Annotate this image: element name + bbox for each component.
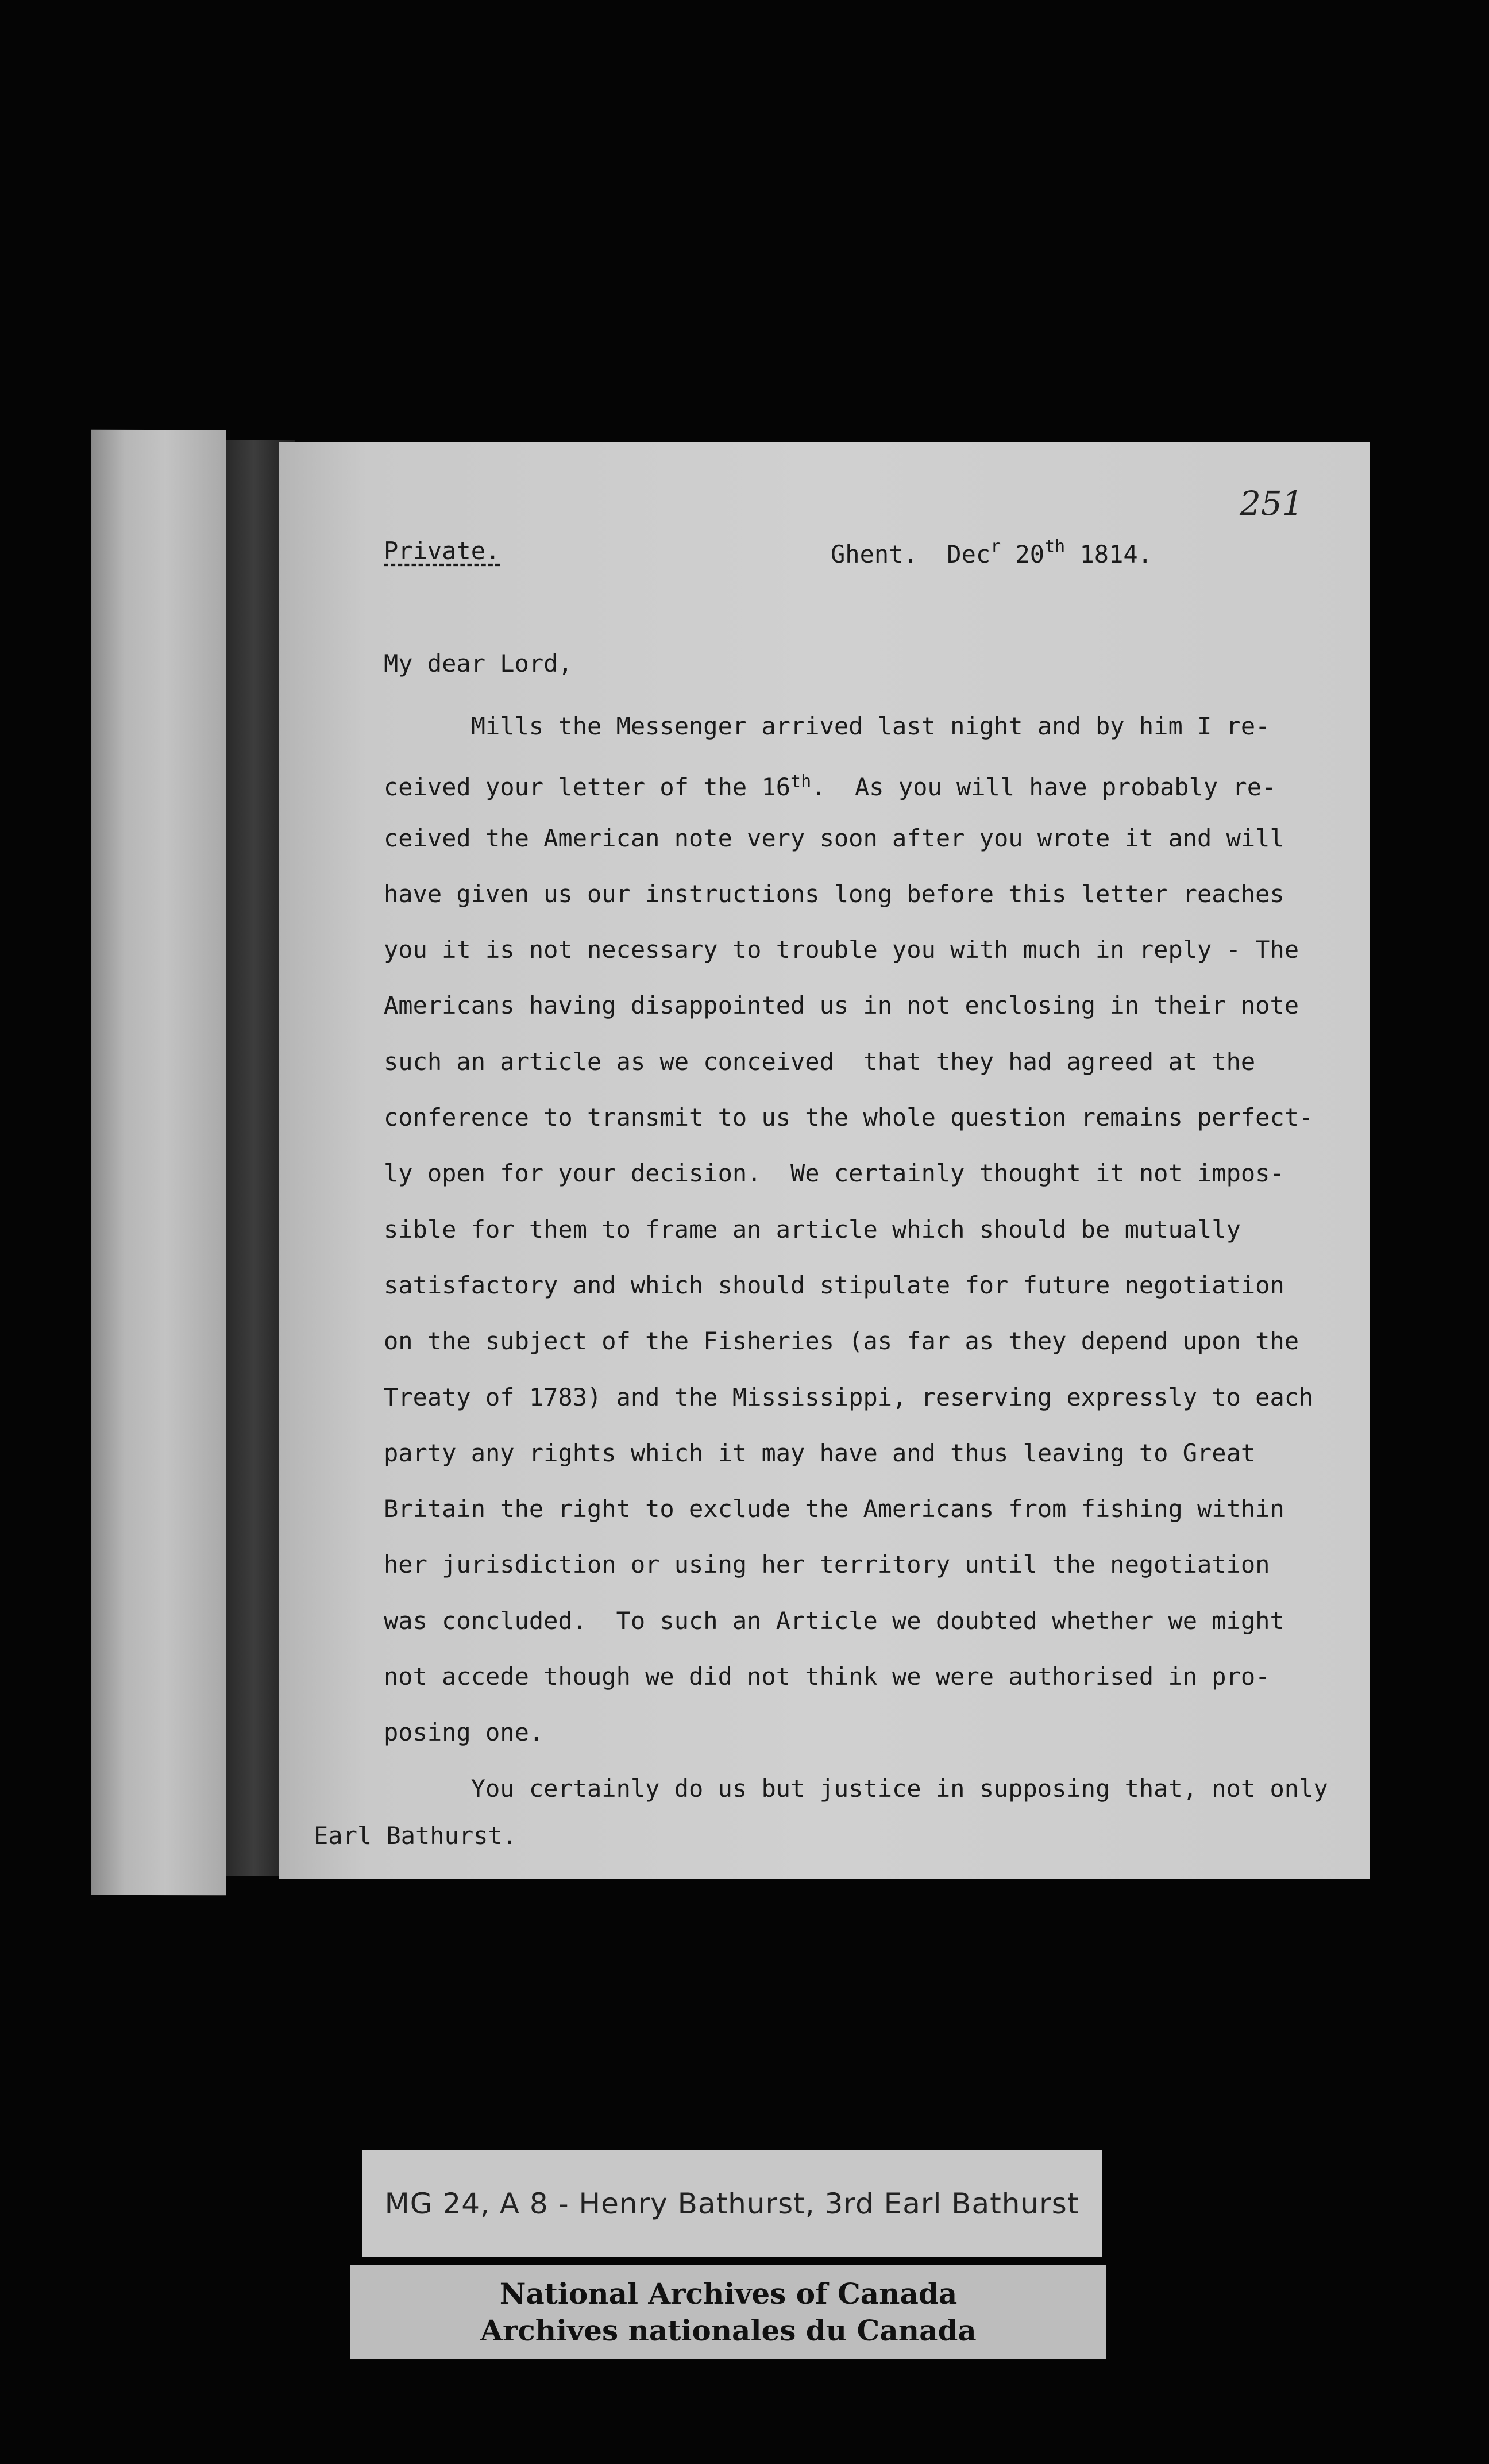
text-line-content: not accede though we did not think we were authorised in pro- [384,1662,1270,1691]
text-line-content: party any rights which it may have and thus leaving to Great [384,1438,1256,1467]
dateline-month: Dec [947,540,991,568]
adjacent-page-edge [91,430,226,1896]
text-line [384,1313,1349,1369]
text-line-content: sible for them to frame an article which should be mutually [384,1215,1241,1243]
text-line [384,1202,1349,1257]
text-line-continuation: . As you will have probably re- [811,773,1276,802]
text-line-content: posing one. [384,1718,544,1747]
text-line-content: have given us our instructions long before this letter reaches [384,879,1284,908]
text-line-content: was concluded. To such an Article we doubted whether we might [384,1606,1284,1635]
text-line [384,1425,1349,1481]
text-line [384,922,1349,977]
text-line-content: Britain the right to exclude the Americans from fishing within [384,1495,1284,1523]
text-line [384,1481,1349,1537]
dateline-day: 20 [1015,540,1045,568]
text-line-content: Treaty of 1783) and the Mississippi, reserving expressly to each [384,1383,1314,1411]
text-line [384,698,1349,754]
text-line-content: on the subject of the Fisheries (as far as they depend upon the [384,1327,1299,1356]
archive-name-en: National Archives of Canada [499,2277,958,2311]
text-line [384,1537,1349,1592]
text-line [384,977,1349,1033]
reference-text: MG 24, A 8 - Henry Bathurst, 3rd Earl Bathurst [384,2187,1079,2220]
dateline [831,537,1152,568]
archive-name-fr: Archives nationales du Canada [480,2313,977,2347]
text-line-content: ceived your letter of the 16 [384,773,791,802]
text-line [384,1369,1349,1425]
text-line-content: her jurisdiction or using her territory until the negotiation [384,1550,1270,1579]
text-line-content: such an article as we conceived that they had agreed at the [384,1047,1256,1076]
text-line-content: ceived the American note very soon after you wrote it and will [384,823,1284,852]
text-line [384,1649,1349,1704]
text-line [384,810,1349,866]
letter-body [384,698,1349,1816]
text-line-content: Mills the Messenger arrived last night and by him I re- [384,712,1270,740]
archive-label [350,2265,1106,2359]
reference-label [362,2150,1102,2257]
folio-number: 251 [1240,484,1303,523]
text-line [384,754,1349,810]
text-line-superscript: th [790,772,812,792]
text-line [384,1034,1349,1089]
text-line-content: Americans having disappointed us in not enclosing in their note [384,991,1299,1020]
text-line-content: conference to transmit to us the whole question remains perfect- [384,1103,1314,1132]
text-line [384,1761,1349,1816]
addressee: Earl Bathurst. [314,1822,518,1850]
salutation: My dear Lord, [384,649,573,677]
text-line [384,1089,1349,1145]
dateline-day-sup: th [1044,537,1066,557]
text-line [384,866,1349,922]
text-line [384,1145,1349,1201]
private-marking: Private. [384,537,500,565]
text-line-content: you it is not necessary to trouble you with much in reply - The [384,935,1299,964]
dateline-month-sup: r [990,537,1001,557]
text-line [384,1257,1349,1313]
letter-page [279,442,1370,1879]
dateline-year: 1814. [1079,540,1152,568]
text-line [384,1593,1349,1649]
text-line-content: ly open for your decision. We certainly thought it not impos- [384,1159,1284,1188]
text-line-content: You certainly do us but justice in supposing that, not only [384,1774,1328,1803]
text-line [384,1704,1349,1760]
dateline-place: Ghent. [831,540,918,568]
text-line-content: satisfactory and which should stipulate for future negotiation [384,1270,1284,1299]
